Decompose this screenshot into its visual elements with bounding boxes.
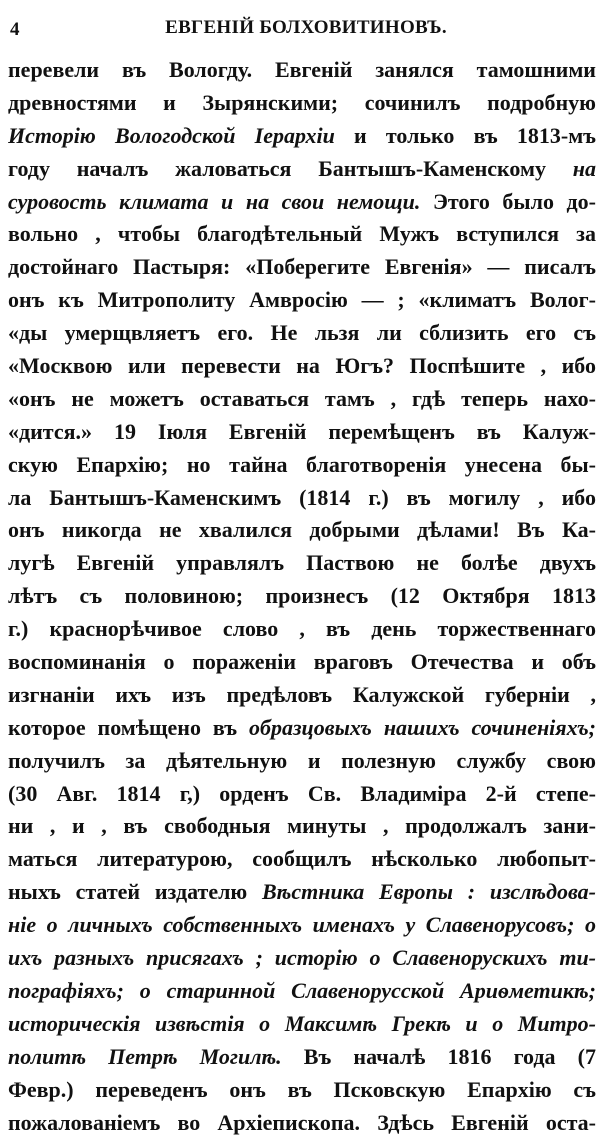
- text-segment: онъ никогда не хвалился добрыми дѣлами! Въ Ка-: [8, 517, 596, 542]
- text-line: [8, 1008, 596, 1041]
- text-segment: скую Епархію; но тайна благотворенія унесена бы-: [8, 452, 596, 477]
- text-segment: пожалованіемъ во Архіепископа. Здѣсь Евгеній оста-: [8, 1110, 596, 1135]
- italic-text-segment: ихъ разныхъ присягахъ ; исторію о Славенорускихъ ти-: [8, 945, 596, 970]
- text-segment: вольно , чтобы благодѣтельный Мужъ вступился за: [8, 221, 596, 246]
- text-line: [8, 153, 596, 186]
- text-line: [8, 909, 596, 942]
- text-line: [8, 1041, 596, 1074]
- text-line: [8, 449, 596, 482]
- text-line: [8, 416, 596, 449]
- text-segment: году началъ жаловаться Бантышъ-Каменскому: [8, 156, 573, 181]
- text-line: [8, 218, 596, 251]
- text-line: [8, 251, 596, 284]
- text-line: [8, 120, 596, 153]
- text-segment: Февр.) переведенъ онъ въ Псковскую Епархію съ: [8, 1077, 596, 1102]
- text-line: [8, 613, 596, 646]
- text-segment: получилъ за дѣятельную и полезную службу свою: [8, 748, 596, 773]
- text-line: [8, 514, 596, 547]
- text-line: [8, 580, 596, 613]
- text-line: [8, 646, 596, 679]
- text-line: [8, 975, 596, 1008]
- italic-text-segment: пографіяхъ; о старинной Славенорусской Ариѳметикѣ;: [8, 978, 596, 1003]
- text-segment: маться литературою, сообщилъ нѣсколько любопыт-: [8, 846, 596, 871]
- text-line: [8, 876, 596, 909]
- body-text: [8, 54, 596, 1139]
- italic-text-segment: историческія извѣстія о Максимѣ Грекѣ и о Митро-: [8, 1011, 596, 1036]
- italic-text-segment: ніе о личныхъ собственныхъ именахъ у Славенорусовъ; о: [8, 912, 596, 937]
- text-segment: древностями и Зырянскими; сочинилъ подробную: [8, 90, 596, 115]
- text-line: [8, 712, 596, 745]
- text-segment: лугѣ Евгеній управлялъ Паствою не болѣе двухъ: [8, 550, 596, 575]
- text-segment: ла Бантышъ-Каменскимъ (1814 г.) въ могилу , ибо: [8, 485, 596, 510]
- text-line: [8, 843, 596, 876]
- text-line: [8, 1107, 596, 1139]
- text-segment: воспоминанія о пораженіи враговъ Отечества и объ: [8, 649, 596, 674]
- text-line: [8, 778, 596, 811]
- italic-text-segment: образцовыхъ нашихъ сочиненіяхъ;: [249, 715, 596, 740]
- text-segment: Этого было до-: [420, 189, 596, 214]
- text-segment: «Москвою или перевести на Югъ? Поспѣшите , ибо: [8, 353, 596, 378]
- page-number: 4: [10, 20, 20, 39]
- text-line: [8, 350, 596, 383]
- text-line: [8, 745, 596, 778]
- text-line: [8, 317, 596, 350]
- text-segment: «ды умерщвляетъ его. Не льзя ли сблизить его съ: [8, 320, 596, 345]
- text-segment: изгнаніи ихъ изъ предѣловъ Калужской губерніи ,: [8, 682, 596, 707]
- text-segment: Въ началѣ 1816 года (7: [282, 1044, 596, 1069]
- text-line: [8, 87, 596, 120]
- text-segment: лѣтъ съ половиною; произнесъ (12 Октября 1813: [8, 583, 596, 608]
- text-segment: ныхъ статей издателю: [8, 879, 262, 904]
- text-segment: г.) краснорѣчивое слово , въ день торжественнаго: [8, 616, 596, 641]
- italic-text-segment: политѣ Петрѣ Могилѣ.: [8, 1044, 282, 1069]
- text-segment: (30 Авг. 1814 г,) орденъ Св. Владиміра 2-й степе-: [8, 781, 596, 806]
- text-segment: «онъ не можетъ оставаться тамъ , гдѣ теперь нахо-: [8, 386, 596, 411]
- text-line: [8, 1074, 596, 1107]
- text-line: [8, 547, 596, 580]
- text-line: [8, 810, 596, 843]
- text-segment: которое помѣщено въ: [8, 715, 249, 740]
- text-segment: перевели въ Вологду. Евгеній занялся тамошними: [8, 57, 596, 82]
- text-line: [8, 54, 596, 87]
- text-line: [8, 383, 596, 416]
- text-line: [8, 482, 596, 515]
- text-line: [8, 679, 596, 712]
- italic-text-segment: на: [573, 156, 596, 181]
- text-line: [8, 186, 596, 219]
- text-segment: онъ къ Митрополиту Амвросію — ; «климатъ Волог-: [8, 287, 596, 312]
- text-line: [8, 284, 596, 317]
- text-segment: ни , и , въ свободныя минуты , продолжалъ зани-: [8, 813, 596, 838]
- text-line: [8, 942, 596, 975]
- text-segment: достойнаго Пастыря: «Поберегите Евгенія» — писалъ: [8, 254, 596, 279]
- text-segment: и только въ 1813-мъ: [335, 123, 596, 148]
- italic-text-segment: суровость климата и на свои немощи.: [8, 189, 420, 214]
- text-segment: «дится.» 19 Іюля Евгеній перемѣщенъ въ Калуж-: [8, 419, 596, 444]
- italic-text-segment: Вѣстника Европы : изслѣдова-: [262, 879, 596, 904]
- italic-text-segment: Исторію Вологодской Іерархіи: [8, 123, 335, 148]
- running-head: ЕВГЕНІЙ БОЛХОВИТИНОВЪ.: [0, 18, 604, 37]
